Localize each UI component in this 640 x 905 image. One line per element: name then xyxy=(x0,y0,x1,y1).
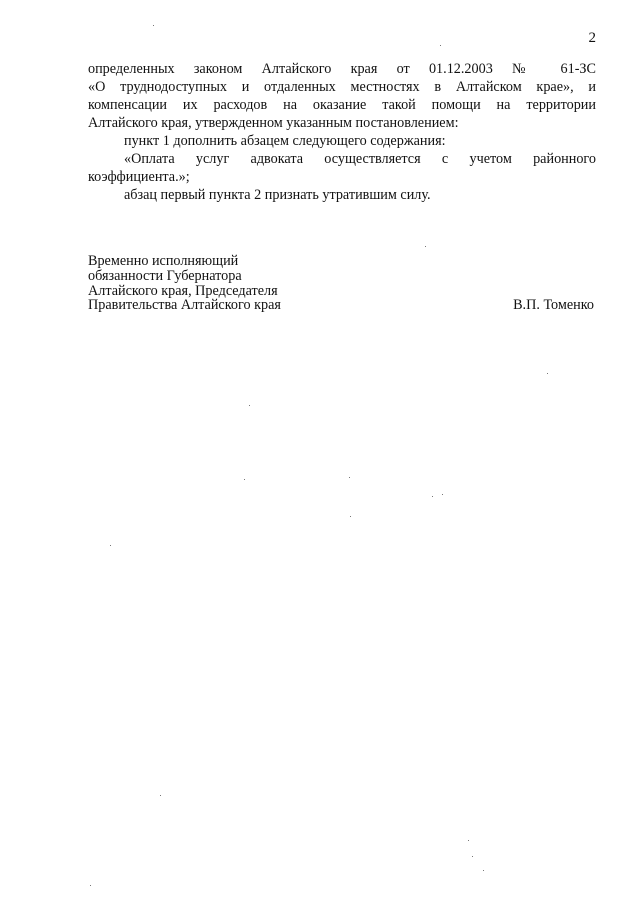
quoted-text-line: «Оплата услуг адвоката осуществляется с учетом районного xyxy=(124,151,596,167)
signatory-title-line: обязанности Губернатора xyxy=(88,267,242,284)
amendment-item-1: пункт 1 дополнить абзацем следующего содержания: xyxy=(124,133,446,149)
scan-speck xyxy=(90,885,91,886)
scan-speck xyxy=(249,405,250,406)
scan-speck xyxy=(468,840,469,841)
paragraph-line: «О труднодоступных и отдаленных местностях в Алтайском крае», и xyxy=(88,79,596,95)
scan-speck xyxy=(110,545,111,546)
scan-speck xyxy=(440,45,441,46)
signatory-title-line: Правительства Алтайского края xyxy=(88,297,281,314)
amendment-item-2: абзац первый пункта 2 признать утратившим силу. xyxy=(124,187,431,203)
paragraph-line: определенных законом Алтайского края от 01.12.2003 № 61-ЗС xyxy=(88,61,596,77)
paragraph-line: компенсации их расходов на оказание такой помощи на территории xyxy=(88,97,596,113)
document-body xyxy=(88,60,596,204)
signatory-title-line: Алтайского края, Председателя xyxy=(88,282,278,299)
quoted-text-line: коэффициента.»; xyxy=(88,169,190,185)
scan-speck xyxy=(442,494,443,495)
signatory-name: В.П. Томенко xyxy=(513,297,594,314)
page-number: 2 xyxy=(588,30,596,46)
scan-speck xyxy=(547,373,548,374)
scan-speck xyxy=(432,496,433,497)
signatory-title-line: Временно исполняющий xyxy=(88,253,239,269)
scan-speck xyxy=(483,870,484,871)
signature-block xyxy=(88,254,596,313)
scan-speck xyxy=(153,25,154,26)
scan-speck xyxy=(244,479,245,480)
scan-speck xyxy=(349,477,350,478)
scan-speck xyxy=(160,795,161,796)
paragraph-line: Алтайского края, утвержденном указанным постановлением: xyxy=(88,115,459,131)
scan-speck xyxy=(472,856,473,857)
scan-speck xyxy=(425,246,426,247)
scan-speck xyxy=(350,516,351,517)
